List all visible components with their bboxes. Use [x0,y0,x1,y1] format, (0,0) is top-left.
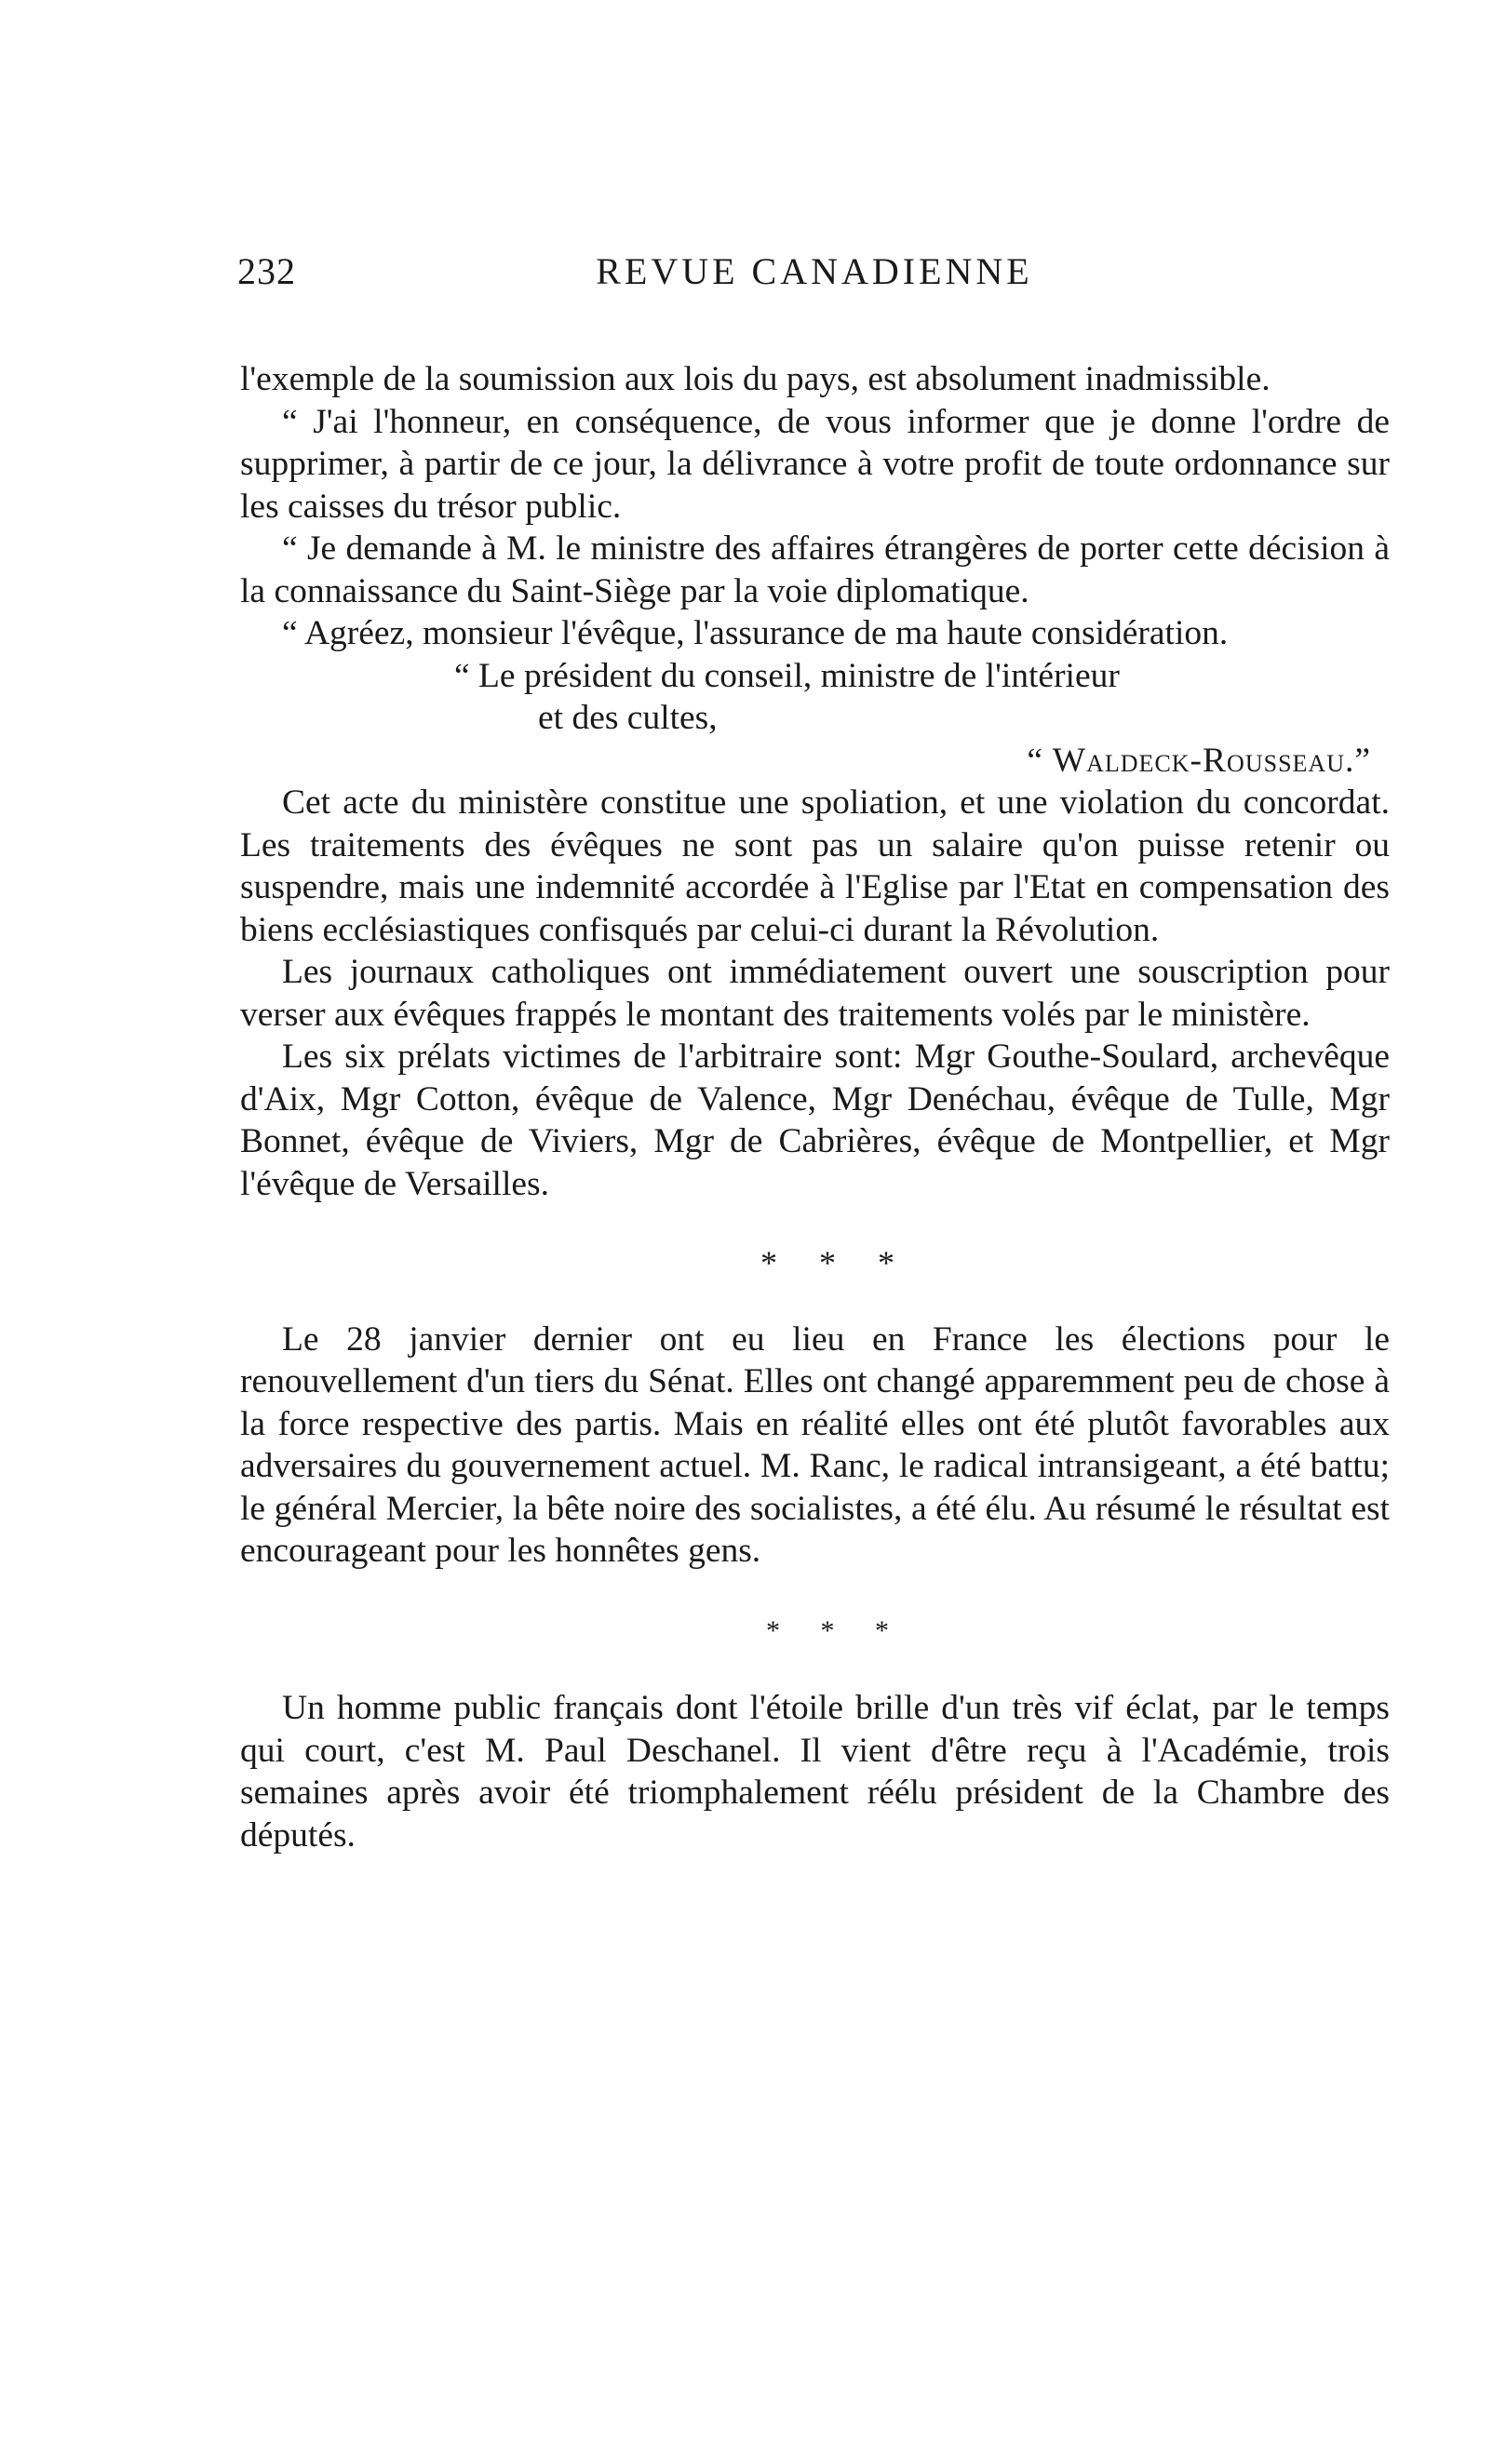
paragraph: Le 28 janvier dernier ont eu lieu en France les élections pour le renouvellement d'un tiers du Sénat. Elles ont changé apparemment peu de chose à la force respective des partis. Mais en réalité elles ont été plutôt favorables aux adversaires du gouvernement actuel. M. Ranc, le radical intransigeant, a été battu; le général Mercier, la bête noire des socialistes, a été élu. Au résumé le résultat est encourageant pour les honnêtes gens. [240,1319,1390,1570]
running-head: REVUE CANADIENNE [596,250,1033,292]
signature-title: “ Le président du conseil, ministre de l'intérieur [454,656,1120,695]
page-header [237,249,1392,305]
section-separator: * * * [766,1614,906,1646]
signature-title-continued: et des cultes, [538,699,718,737]
letter-paragraph: “ Agréez, monsieur l'évêque, l'assurance de ma haute considération. [282,614,1229,652]
signature-name: “ Waldeck-Rousseau.” [1027,741,1371,780]
letter-paragraph: “ Je demande à M. le ministre des affaires étrangères de porter cette décision à la connaissance du Saint-Siège par la voie diplomatique. [240,529,1390,610]
paragraph: Un homme public français dont l'étoile brille d'un très vif éclat, par le temps qui court, c'est M. Paul Deschanel. Il vient d'être reçu à l'Académie, trois semaines après avoir été triomphalement réélu président de la Chambre des députés. [240,1689,1390,1855]
letter-paragraph: “ J'ai l'honneur, en conséquence, de vous informer que je donne l'ordre de supprimer, à partir de ce jour, la délivrance à votre profit de toute ordonnance sur les caisses du trésor public. [240,402,1390,526]
section-separator: * * * [760,1244,911,1281]
body-text [240,358,1390,1856]
paragraph: Cet acte du ministère constitue une spoliation, et une violation du concordat. Les traitements des évêques ne sont pas un salaire qu'on puisse retenir ou suspendre, mais une indemnité accordée à l'Eglise par l'Etat en compensation des biens ecclésiastiques confisqués par celui-ci durant la Révolution. [240,783,1390,949]
paragraph: Les journaux catholiques ont immédiatement ouvert une souscription pour verser aux évêques frappés le montant des traitements volés par le ministère. [240,953,1390,1034]
letter-continuation: l'exemple de la soumission aux lois du pays, est absolument inadmissible. [240,360,1271,398]
page-number: 232 [237,250,296,292]
paragraph: Les six prélats victimes de l'arbitraire sont: Mgr Gouthe-Soulard, archevêque d'Aix, Mgr Cotton, évêque de Valence, Mgr Denéchau, évêque de Tulle, Mgr Bonnet, évêque de Viviers, Mgr de Cabrières, évêque de Montpellier, et Mgr l'évêque de Versailles. [240,1038,1390,1203]
